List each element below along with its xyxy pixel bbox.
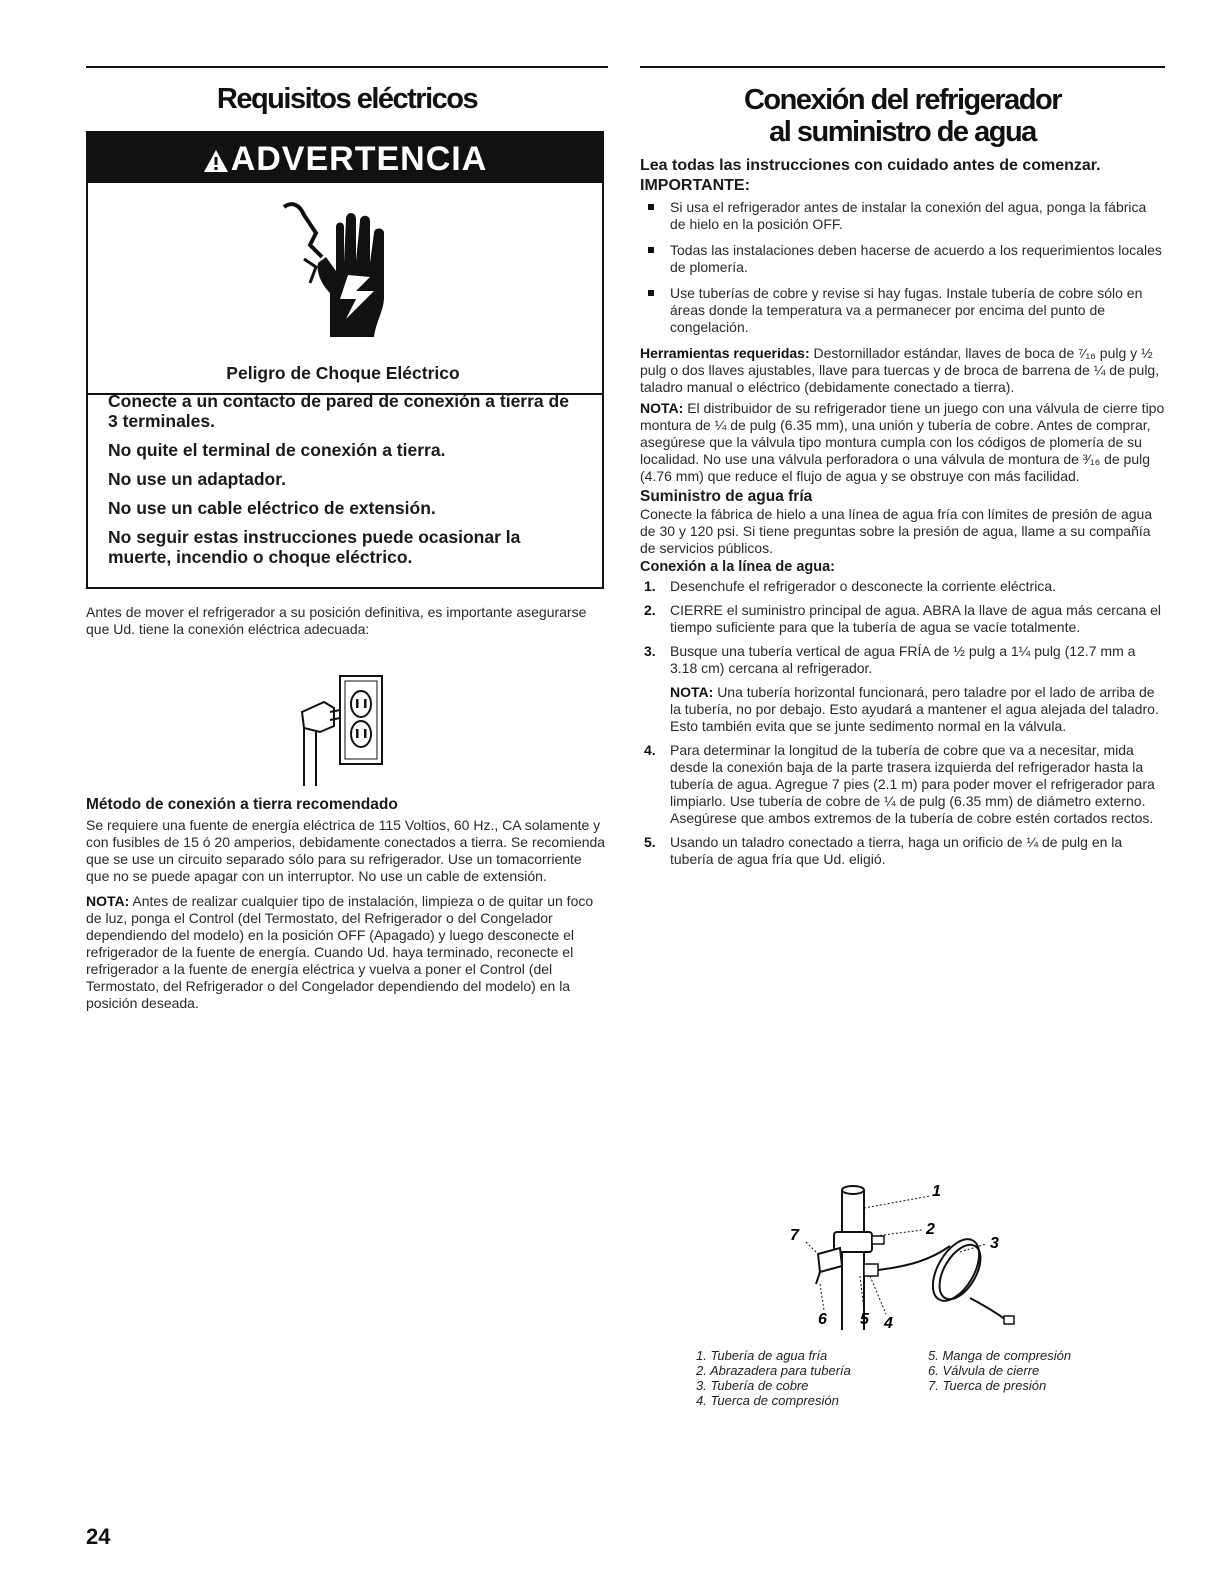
legend-item: 1. Tubería de agua fría	[696, 1348, 828, 1363]
warning-box	[86, 131, 604, 589]
method-heading: Método de conexión a tierra recomendado	[86, 796, 398, 813]
hazard-title: Peligro de Choque Eléctrico	[226, 363, 460, 383]
warning-banner-text: ADVERTENCIA	[230, 140, 488, 178]
title-line-1: Conexión del refrigerador	[743, 84, 1061, 116]
cold-water-paragraph: Conecte la fábrica de hielo a una línea de agua fría con límites de presión de agua de 30 y 120 psi. Si tiene preguntas sobre la presión de agua, llame a su compañía de servicios públicos.	[640, 506, 1153, 556]
title-line-2: al suministro de agua	[769, 116, 1036, 148]
tools-text: Destornillador estándar, llaves de boca de ⁷⁄₁₆ pulg y ½ pulg o dos llaves ajustables, llave para tuercas y de broca de barrena de ¼ de pulg, taladro manual o eléctrico (debidamente conectado a tierra).	[640, 345, 1160, 395]
legend-item: 7. Tuerca de presión	[928, 1378, 1047, 1393]
warning-line: No quite el terminal de conexión a tierra.	[108, 440, 446, 460]
bullet-item: Si usa el refrigerador antes de instalar la conexión del agua, ponga la fábrica de hielo en la posición OFF.	[640, 199, 1165, 233]
note-text: Antes de realizar cualquier tipo de instalación, limpieza o de quitar un foco de luz, ponga el Control (del Termostato, del Refrigerador o del Congelador dependiendo del modelo) en la posición OFF (Apagado) y luego desconecte el refrigerador de la fuente de energía. Cuando Ud. haya terminado, reconecte el refrigerador a la fuente de energía eléctrica y vuelva a poner el Control (del Termostato, del Refrigerador o del Congelador dependiendo del modelo) en la posición deseada.	[86, 893, 594, 1011]
callout-2: 2	[926, 1221, 935, 1238]
legend-item: 4. Tuerca de compresión	[696, 1393, 839, 1408]
step-item: 5. Usando un taladro conectado a tierra, haga un orificio de ¼ de pulg en la tubería de agua fría que Ud. eligió.	[644, 834, 1123, 867]
callout-3: 3	[990, 1235, 999, 1252]
diagram-legend-right	[928, 1348, 1148, 1393]
note-text: El distribuidor de su refrigerador tiene un juego con una válvula de cierre tipo montura de ¼ de pulg (6.35 mm), una unión y tubería de cobre. Antes de comprar, asegúrese que la válvula tipo montura cumpla con los códigos de plomería de su localidad. No use una válvula perforadora o una válvula de montura de ³⁄₁₆ de pulg (4.76 mm) que reduce el flujo de agua y se obstruye con más facilidad.	[640, 400, 1165, 484]
note-label: NOTA:	[86, 893, 130, 909]
bullet-item: Use tuberías de cobre y revise si hay fugas. Instale tubería de cobre sólo en áreas donde la temperatura va a permanecer por encima del punto de congelación.	[640, 285, 1165, 336]
left-body	[86, 604, 608, 638]
warning-line: No use un adaptador.	[108, 469, 286, 489]
warning-banner	[88, 133, 602, 183]
right-body	[640, 156, 1165, 875]
method-section	[86, 796, 608, 1012]
section-title-electrical: Requisitos eléctricos	[216, 83, 478, 115]
step-item: 3. Busque una tubería vertical de agua FRÍA de ½ pulg a 1¼ pulg (12.7 mm a 3.18 cm) cercana al refrigerador. NOTA: Una tubería horizontal funcionará, pero taladre por el lado de arriba de la tubería, no por debajo. Esto ayudará a mantener el agua alejada del taladro. Esto también evita que se junte sedimento normal en la válvula.	[640, 643, 1165, 735]
warning-triangle-icon	[203, 149, 229, 173]
callout-1: 1	[932, 1183, 941, 1200]
warning-text	[108, 363, 578, 576]
section-title-water	[640, 84, 1165, 148]
left-note-paragraph	[86, 893, 608, 1012]
water-line-connection-diagram	[780, 1180, 1040, 1340]
note-label: NOTA:	[640, 400, 684, 416]
electric-shock-hand-icon	[282, 197, 422, 347]
important-label: IMPORTANTE:	[640, 177, 750, 194]
grounded-outlet-plug-illustration	[290, 672, 390, 790]
legend-item: 6. Válvula de cierre	[928, 1363, 1040, 1378]
callout-6: 6	[818, 1311, 827, 1328]
step3-note: NOTA: Una tubería horizontal funcionará, pero taladre por el lado de arriba de la tubería, no por debajo. Esto ayudará a mantener el agua alejada del taladro. Esto también evita que se junte sedimento normal en la válvula.	[670, 684, 1159, 734]
step-item: 1. Desenchufe el refrigerador o desconecte la corriente eléctrica.	[644, 578, 1056, 594]
step-item: 2. CIERRE el suministro principal de agua. ABRA la llave de agua más cercana el tiempo suficiente para que la tubería de agua se vacíe totalmente.	[644, 602, 1162, 635]
legend-item: 3. Tubería de cobre	[696, 1378, 809, 1393]
left-top-rule	[86, 66, 608, 68]
page-number: 24	[86, 1524, 111, 1549]
tools-paragraph	[640, 345, 1165, 396]
intro-paragraph: Antes de mover el refrigerador a su posición definitiva, es importante asegurarse que Ud. tiene la conexión eléctrica adecuada:	[86, 604, 587, 637]
legend-item: 5. Manga de compresión	[928, 1348, 1072, 1363]
method-paragraph: Se requiere una fuente de energía eléctrica de 115 Voltios, 60 Hz., CA solamente y con fusibles de 15 ó 20 amperios, debidamente conectados a tierra. Se recomienda que se use un circuito separado sólo para su refrigerador. Use un tomacorriente que no se puede apagar con un interruptor. No use un cable de extensión.	[86, 817, 606, 884]
line-connection-heading: Conexión a la línea de agua:	[640, 559, 835, 575]
cold-water-heading: Suministro de agua fría	[640, 488, 813, 505]
read-first: Lea todas las instrucciones con cuidado antes de comenzar.	[640, 157, 1101, 174]
step-item: 4. Para determinar la longitud de la tubería de cobre que va a necesitar, mida desde la conexión baja de la parte trasera izquierda del refrigerador hasta la tubería de agua. Agregue 7 pies (2.1 m) para poder mover el refrigerador para limpiarlo. Use tubería de cobre de ¼ de pulg (6.35 mm) de diámetro externo. Asegúrese que ambos extremos de la tubería de cobre estén cortados rectos.	[644, 742, 1155, 826]
bullet-item: Todas las instalaciones deben hacerse de acuerdo a los requerimientos locales de plomería.	[640, 242, 1165, 276]
callout-4: 4	[884, 1315, 893, 1332]
warning-line: No use un cable eléctrico de extensión.	[108, 498, 436, 518]
tools-label: Herramientas requeridas:	[640, 345, 810, 361]
callout-7: 7	[790, 1227, 799, 1244]
right-top-rule	[640, 66, 1165, 68]
right-note-paragraph	[640, 400, 1165, 485]
warning-line: No seguir estas instrucciones puede ocasionar la muerte, incendio o choque eléctrico.	[108, 527, 521, 567]
legend-item: 2. Abrazadera para tubería	[696, 1363, 851, 1378]
callout-5: 5	[860, 1311, 869, 1328]
diagram-legend-left	[696, 1348, 916, 1408]
warning-line: Conecte a un contacto de pared de conexión a tierra de 3 terminales.	[108, 391, 569, 431]
